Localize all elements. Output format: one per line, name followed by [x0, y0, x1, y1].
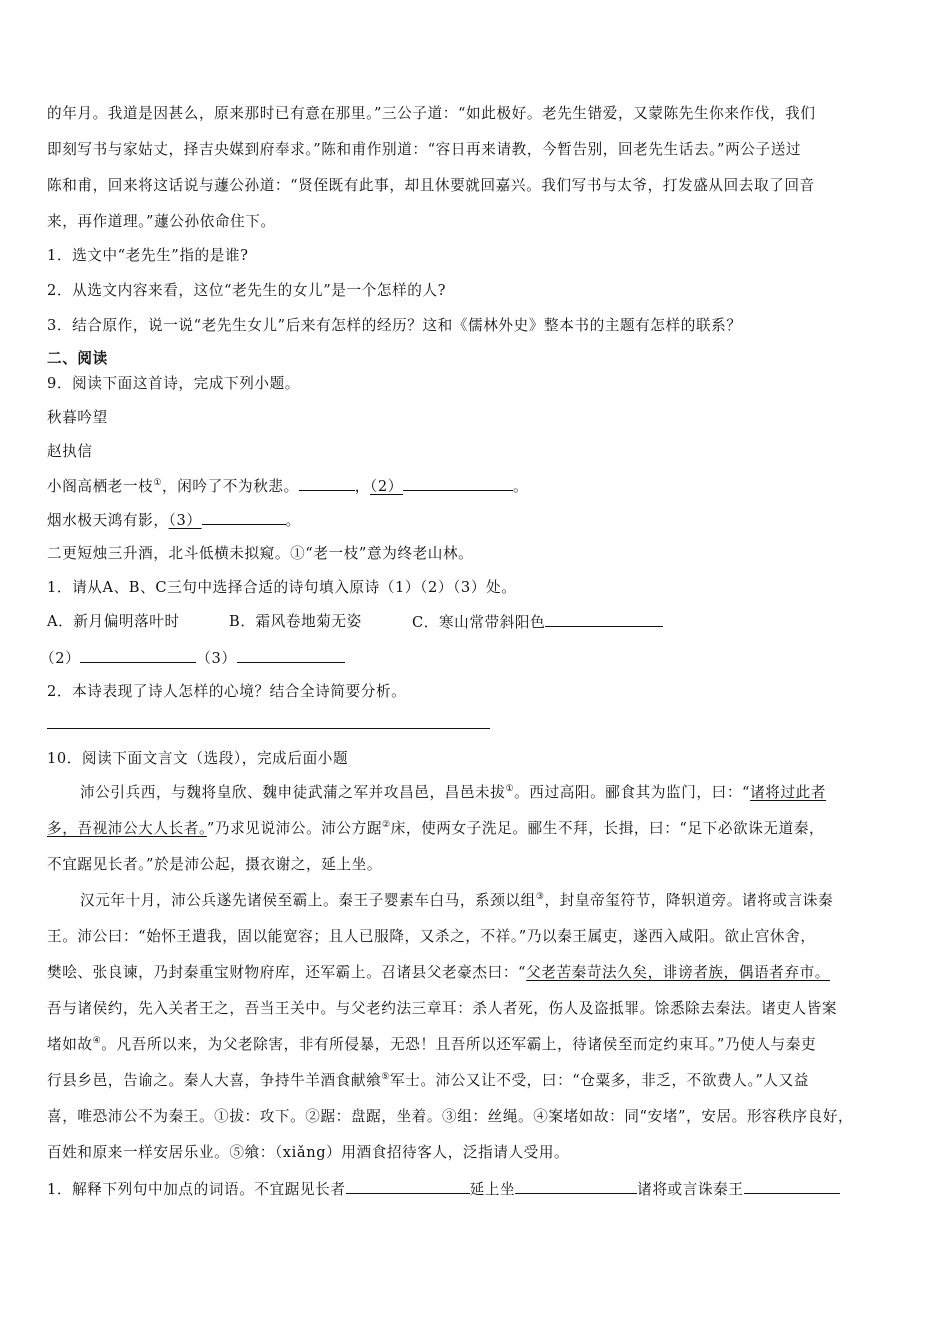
passage-line: 樊哙、张良谏，乃封秦重宝财物府库，还军霸上。召诸县父老豪杰曰：“父老苦秦苛法久矣，诽谤者族，偶语者弃市。 — [47, 964, 830, 981]
passage-line: 王。沛公曰：“始怀王遣我，固以能宽容；且人已服降，又杀之，不祥。”乃以秦王属吏，遂西入咸阳。欲止宫休舍， — [47, 928, 816, 945]
answer-line-1[interactable] — [545, 612, 663, 627]
answer-line-row: （2） （3） — [40, 648, 345, 669]
sub-question: 1．请从A、B、C三句中选择合适的诗句填入原诗（1）（2）（3）处。 — [47, 579, 517, 596]
poem-title: 秋暮吟望 — [47, 409, 108, 426]
question-item: 1．选文中“老先生”指的是谁? — [47, 247, 249, 264]
fill-blank-3[interactable] — [202, 510, 286, 525]
question-item: 3．结合原作，说一说“老先生女儿”后来有怎样的经历？这和《儒林外史》整本书的主题有怎样的联系？ — [47, 317, 742, 334]
passage-line: 沛公引兵西，与魏将皇欣、魏申徒武蒲之军并攻昌邑，昌邑未拔①。西过高阳。郦食其为监门，曰：“诸将过此者 — [80, 784, 827, 801]
question-item: 2．从选文内容来看，这位“老先生的女儿”是一个怎样的人? — [47, 282, 447, 299]
passage-line: 百姓和原来一样安居乐业。⑤飨：（xiǎng）用酒食招待客人，泛指请人受用。 — [47, 1144, 570, 1161]
answer-line-6[interactable] — [515, 1179, 637, 1194]
sub-question: 1．解释下列句中加点的词语。不宜踞见长者 延上坐 诸将或言诛秦王 — [47, 1179, 840, 1200]
answer-line-4[interactable] — [47, 728, 490, 729]
question-intro: 9．阅读下面这首诗，完成下列小题。 — [47, 375, 300, 392]
passage-line: 陈和甫，回来将这话说与蘧公孙道：“贤侄既有此事，却且休要就回嘉兴。我们写书与太爷，打发盛从回去取了回音 — [47, 177, 815, 194]
sub-question: 2．本诗表现了诗人怎样的心境？结合全诗简要分析。 — [47, 683, 407, 700]
fill-blank-1[interactable] — [299, 476, 355, 491]
answer-line-5[interactable] — [346, 1179, 470, 1194]
fill-blank-2[interactable] — [403, 476, 513, 491]
passage-line: 行县乡邑，告谕之。秦人大喜，争持牛羊酒食献飨⑤军士。沛公又让不受，曰：“仓粟多，非乏，不欲费人。”人又益 — [47, 1072, 809, 1089]
passage-line: 喜，唯恐沛公不为秦王。①拔：攻下。②踞：盘踞，坐着。③组：丝绳。④案堵如故：同“安堵”，安居。形容秩序良好， — [47, 1108, 854, 1125]
option-c: C．寒山常带斜阳色 — [412, 612, 663, 633]
poem-line: 二更短烛三升酒，北斗低横未拟窥。①“老一枝”意为终老山林。 — [47, 545, 474, 562]
answer-line-7[interactable] — [744, 1179, 840, 1194]
option-a: A．新月偏明落叶时 — [47, 613, 180, 630]
question-intro: 10．阅读下面文言文（选段），完成后面小题 — [47, 750, 349, 767]
passage-line: 来，再作道理。”蘧公孙依命住下。 — [47, 213, 276, 230]
answer-line-3[interactable] — [237, 648, 345, 663]
answer-line-2[interactable] — [80, 648, 196, 663]
passage-line: 多，吾视沛公大人长者。”乃求见说沛公。沛公方踞②床，使两女子洗足。郦生不拜，长揖，曰：“足下必欲诛无道秦， — [47, 820, 825, 837]
passage-line: 即刻写书与家姑丈，择吉央媒到府奉求。”陈和甫作别道：“容日再来请教，今暂告别，回老先生话去。”两公子送过 — [47, 141, 802, 158]
passage-line: 汉元年十月，沛公兵遂先诸侯至霸上。秦王子婴素车白马，系颈以组③，封皇帝玺符节，降轵道旁。诸将或言诛秦 — [80, 892, 834, 909]
poem-author: 赵执信 — [47, 443, 93, 460]
option-b: B．霜风卷地菊无姿 — [229, 613, 362, 630]
poem-line: 烟水极天鸿有影，（3） 。 — [47, 512, 301, 529]
passage-line: 吾与诸侯约，先入关者王之，吾当王关中。与父老约法三章耳：杀人者死，伤人及盗抵罪。馀悉除去秦法。诸吏人皆案 — [47, 1000, 838, 1017]
section-heading: 二、阅读 — [47, 350, 108, 367]
passage-line: 堵如故④。凡吾所以来，为父老除害，非有所侵暴，无恐！且吾所以还军霸上，待诸侯至而定约束耳。”乃使人与秦吏 — [47, 1036, 817, 1053]
poem-line: 小阁高栖老一枝①，闲吟了不为秋悲。 ，（2） 。 — [47, 478, 529, 495]
passage-line: 的年月。我道是因甚么，原来那时已有意在那里。”三公子道：“如此极好。老先生错爱，又蒙陈先生你来作伐，我们 — [47, 105, 816, 122]
passage-line: 不宜踞见长者。”於是沛公起，摄衣谢之，延上坐。 — [47, 856, 383, 873]
